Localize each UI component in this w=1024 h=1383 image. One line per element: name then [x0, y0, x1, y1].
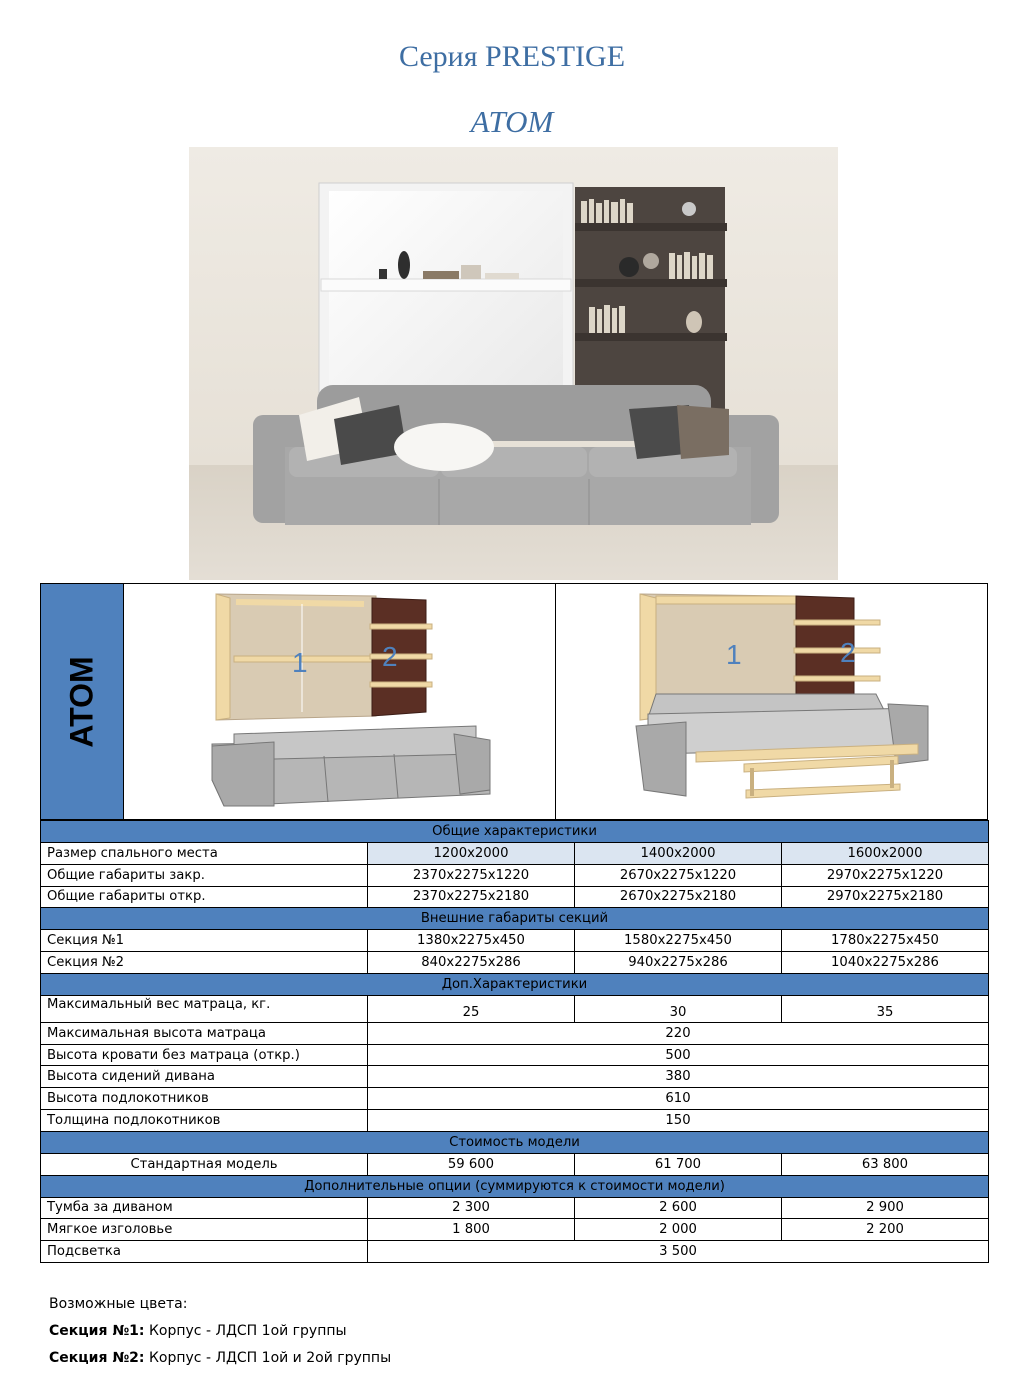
- section-price: Стоимость модели: [41, 1131, 989, 1153]
- table-row: Подсветка 3 500: [41, 1241, 989, 1263]
- section-general: Общие характеристики: [41, 821, 989, 843]
- scheme-open: [555, 584, 987, 819]
- scheme-closed-num2: 2: [382, 641, 398, 672]
- table-row: Размер спального места 1200х2000 1400х2000 1600х2000: [41, 842, 989, 864]
- spec-table: [40, 820, 989, 1263]
- scheme-model-label: ATOM: [41, 584, 124, 819]
- table-row: Мягкое изголовье 1 800 2 000 2 200: [41, 1219, 989, 1241]
- table-row: Тумба за диваном 2 300 2 600 2 900: [41, 1197, 989, 1219]
- table-row: Общие габариты закр. 2370х2275х1220 2670х2275х1220 2970х2275х1220: [41, 864, 989, 886]
- scheme-closed: [124, 584, 555, 819]
- table-row: Максимальный вес матраца, кг. 25 30 35: [41, 995, 989, 1022]
- table-row: Высота сидений дивана 380: [41, 1066, 989, 1088]
- scheme-open-num1: 1: [726, 639, 742, 670]
- scheme-closed-num1: 1: [292, 647, 308, 678]
- scheme-open-num2: 2: [840, 637, 856, 668]
- colors-title: Возможные цвета:: [49, 1296, 188, 1312]
- colors-section-1: Секция №1: Корпус - ЛДСП 1ой группы: [49, 1323, 347, 1339]
- section-sections: Внешние габариты секций: [41, 908, 989, 930]
- table-row: Общие габариты откр. 2370х2275х2180 2670х2275х2180 2970х2275х2180: [41, 886, 989, 908]
- product-photo: [189, 147, 838, 580]
- table-row: Секция №2 840х2275х286 940х2275х286 1040х2275х286: [41, 952, 989, 974]
- scheme-block: [40, 583, 988, 820]
- colors-section-2: Секция №2: Корпус - ЛДСП 1ой и 2ой группы: [49, 1350, 392, 1366]
- model-title: ATOM: [470, 104, 554, 139]
- section-extra: Доп.Характеристики: [41, 973, 989, 995]
- table-row: Максимальная высота матраца 220: [41, 1022, 989, 1044]
- table-row: Стандартная модель 59 600 61 700 63 800: [41, 1153, 989, 1175]
- table-row: Высота подлокотников 610: [41, 1088, 989, 1110]
- table-row: Высота кровати без матраца (откр.) 500: [41, 1044, 989, 1066]
- table-row: Секция №1 1380х2275х450 1580х2275х450 1780х2275х450: [41, 930, 989, 952]
- series-title: Серия PRESTIGE: [398, 40, 626, 73]
- table-row: Толщина подлокотников 150: [41, 1110, 989, 1132]
- section-options: Дополнительные опции (суммируются к стоимости модели): [41, 1175, 989, 1197]
